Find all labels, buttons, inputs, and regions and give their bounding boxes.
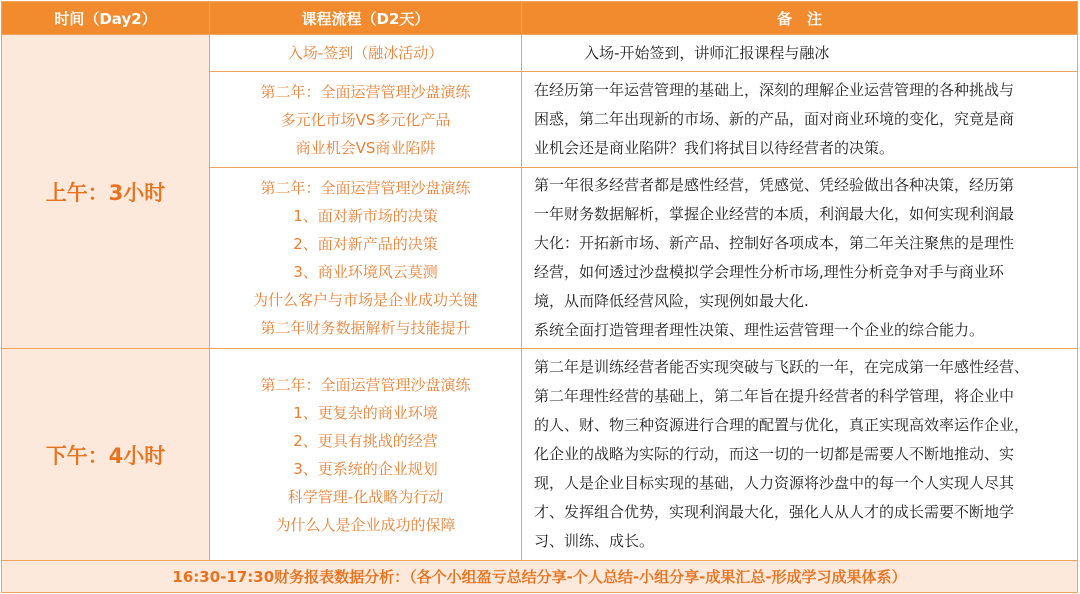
footer-summary: 16:30-17:30财务报表数据分析：（各个小组盈亏总结分享-个人总结-小组分享-成果汇总-形成学习成果体系） — [2, 561, 1078, 593]
morning-row-1 — [2, 35, 1078, 72]
note-line: 一年财务数据解析，掌握企业经营的本质，利润最大化，如何实现利润最 — [534, 205, 1015, 223]
note-cell — [522, 35, 1078, 72]
footer-row — [2, 561, 1078, 593]
schedule-table — [1, 1, 1078, 593]
note-line: 化企业的战略为实际的行动，而这一切的一切都是需要人不断地推动、实 — [534, 445, 1015, 463]
flow-line: 第二年：全面运营管理沙盘演练 — [260, 179, 471, 197]
note-line: 第一年很多经营者都是感性经营，凭感觉、凭经验做出各种决策，经历第 — [534, 176, 1015, 194]
flow-cell — [210, 168, 522, 349]
flow-line: 1、面对新市场的决策 — [293, 207, 438, 225]
afternoon-row-1 — [2, 349, 1078, 561]
flow-line: 3、商业环境风云莫测 — [293, 263, 438, 281]
note-line: 第二年是训练经营者能否实现突破与飞跃的一年，在完成第一年感性经营、 — [534, 358, 1030, 376]
note-line: 系统全面打造管理者理性决策、理性运营管理一个企业的综合能力。 — [534, 321, 985, 339]
header-flow: 课程流程（D2天） — [210, 2, 522, 35]
header-note: 备 注 — [522, 2, 1078, 35]
morning-session-label: 上午：3小时 — [2, 35, 210, 349]
note-line: 经营，如何透过沙盘模拟学会理性分析市场,理性分析竞争对手与商业环 — [534, 263, 1004, 281]
flow-line: 为什么客户与市场是企业成功关键 — [252, 291, 478, 309]
flow-line: 1、更复杂的商业环境 — [293, 403, 438, 422]
flow-line: 为什么人是企业成功的保障 — [275, 515, 456, 534]
note-line: 在经历第一年运营管理的基础上，深刻的理解企业运营管理的各种挑战与 — [534, 81, 1015, 99]
flow-cell — [210, 35, 522, 72]
flow-line: 商业机会VS商业陷阱 — [295, 138, 436, 157]
flow-line: 多元化市场VS多元化产品 — [280, 110, 451, 129]
note-cell — [522, 72, 1078, 168]
flow-cell — [210, 349, 522, 561]
flow-line: 第二年：全面运营管理沙盘演练 — [260, 82, 471, 101]
note-line: 困惑，第二年出现新的市场、新的产品，面对商业环境的变化，究竟是商 — [534, 110, 1015, 128]
flow-line: 2、面对新产品的决策 — [293, 235, 438, 253]
note-line: 境，从而降低经营风险，实现例如最大化. — [534, 292, 809, 310]
note-line: 的人、财、物三种资源进行合理的配置与优化，真正实现高效率运作企业， — [534, 416, 1030, 434]
note-line: 业机会还是商业陷阱？我们将拭目以待经营者的决策。 — [534, 139, 895, 157]
header-row — [2, 2, 1078, 35]
note-line: 习、训练、成长。 — [534, 532, 655, 550]
flow-line: 入场-签到（融冰活动） — [287, 44, 444, 62]
note-line: 现，人是企业目标实现的基础，人力资源将沙盘中的每一个人实现人尽其 — [534, 474, 1015, 492]
flow-line: 第二年财务数据解析与技能提升 — [260, 319, 471, 337]
flow-line: 科学管理-化战略为行动 — [287, 487, 444, 506]
note-line: 入场-开始签到，讲师汇报课程与融冰 — [584, 43, 830, 62]
note-line: 第二年理性经营的基础上，第二年旨在提升经营者的科学管理，将企业中 — [534, 387, 1015, 405]
afternoon-session-label: 下午：4小时 — [2, 349, 210, 561]
header-time: 时间（Day2） — [2, 2, 210, 35]
note-cell — [522, 349, 1078, 561]
note-line: 才、发挥组合优势，实现利润最大化，强化人从人才的成长需要不断地学 — [534, 503, 1015, 521]
flow-line: 2、更具有挑战的经营 — [293, 431, 438, 450]
note-cell — [522, 168, 1078, 349]
flow-cell — [210, 72, 522, 168]
flow-line: 第二年：全面运营管理沙盘演练 — [260, 375, 471, 394]
flow-line: 3、更系统的企业规划 — [293, 459, 438, 478]
note-line: 大化：开拓新市场、新产品、控制好各项成本，第二年关注聚焦的是理性 — [534, 234, 1015, 252]
